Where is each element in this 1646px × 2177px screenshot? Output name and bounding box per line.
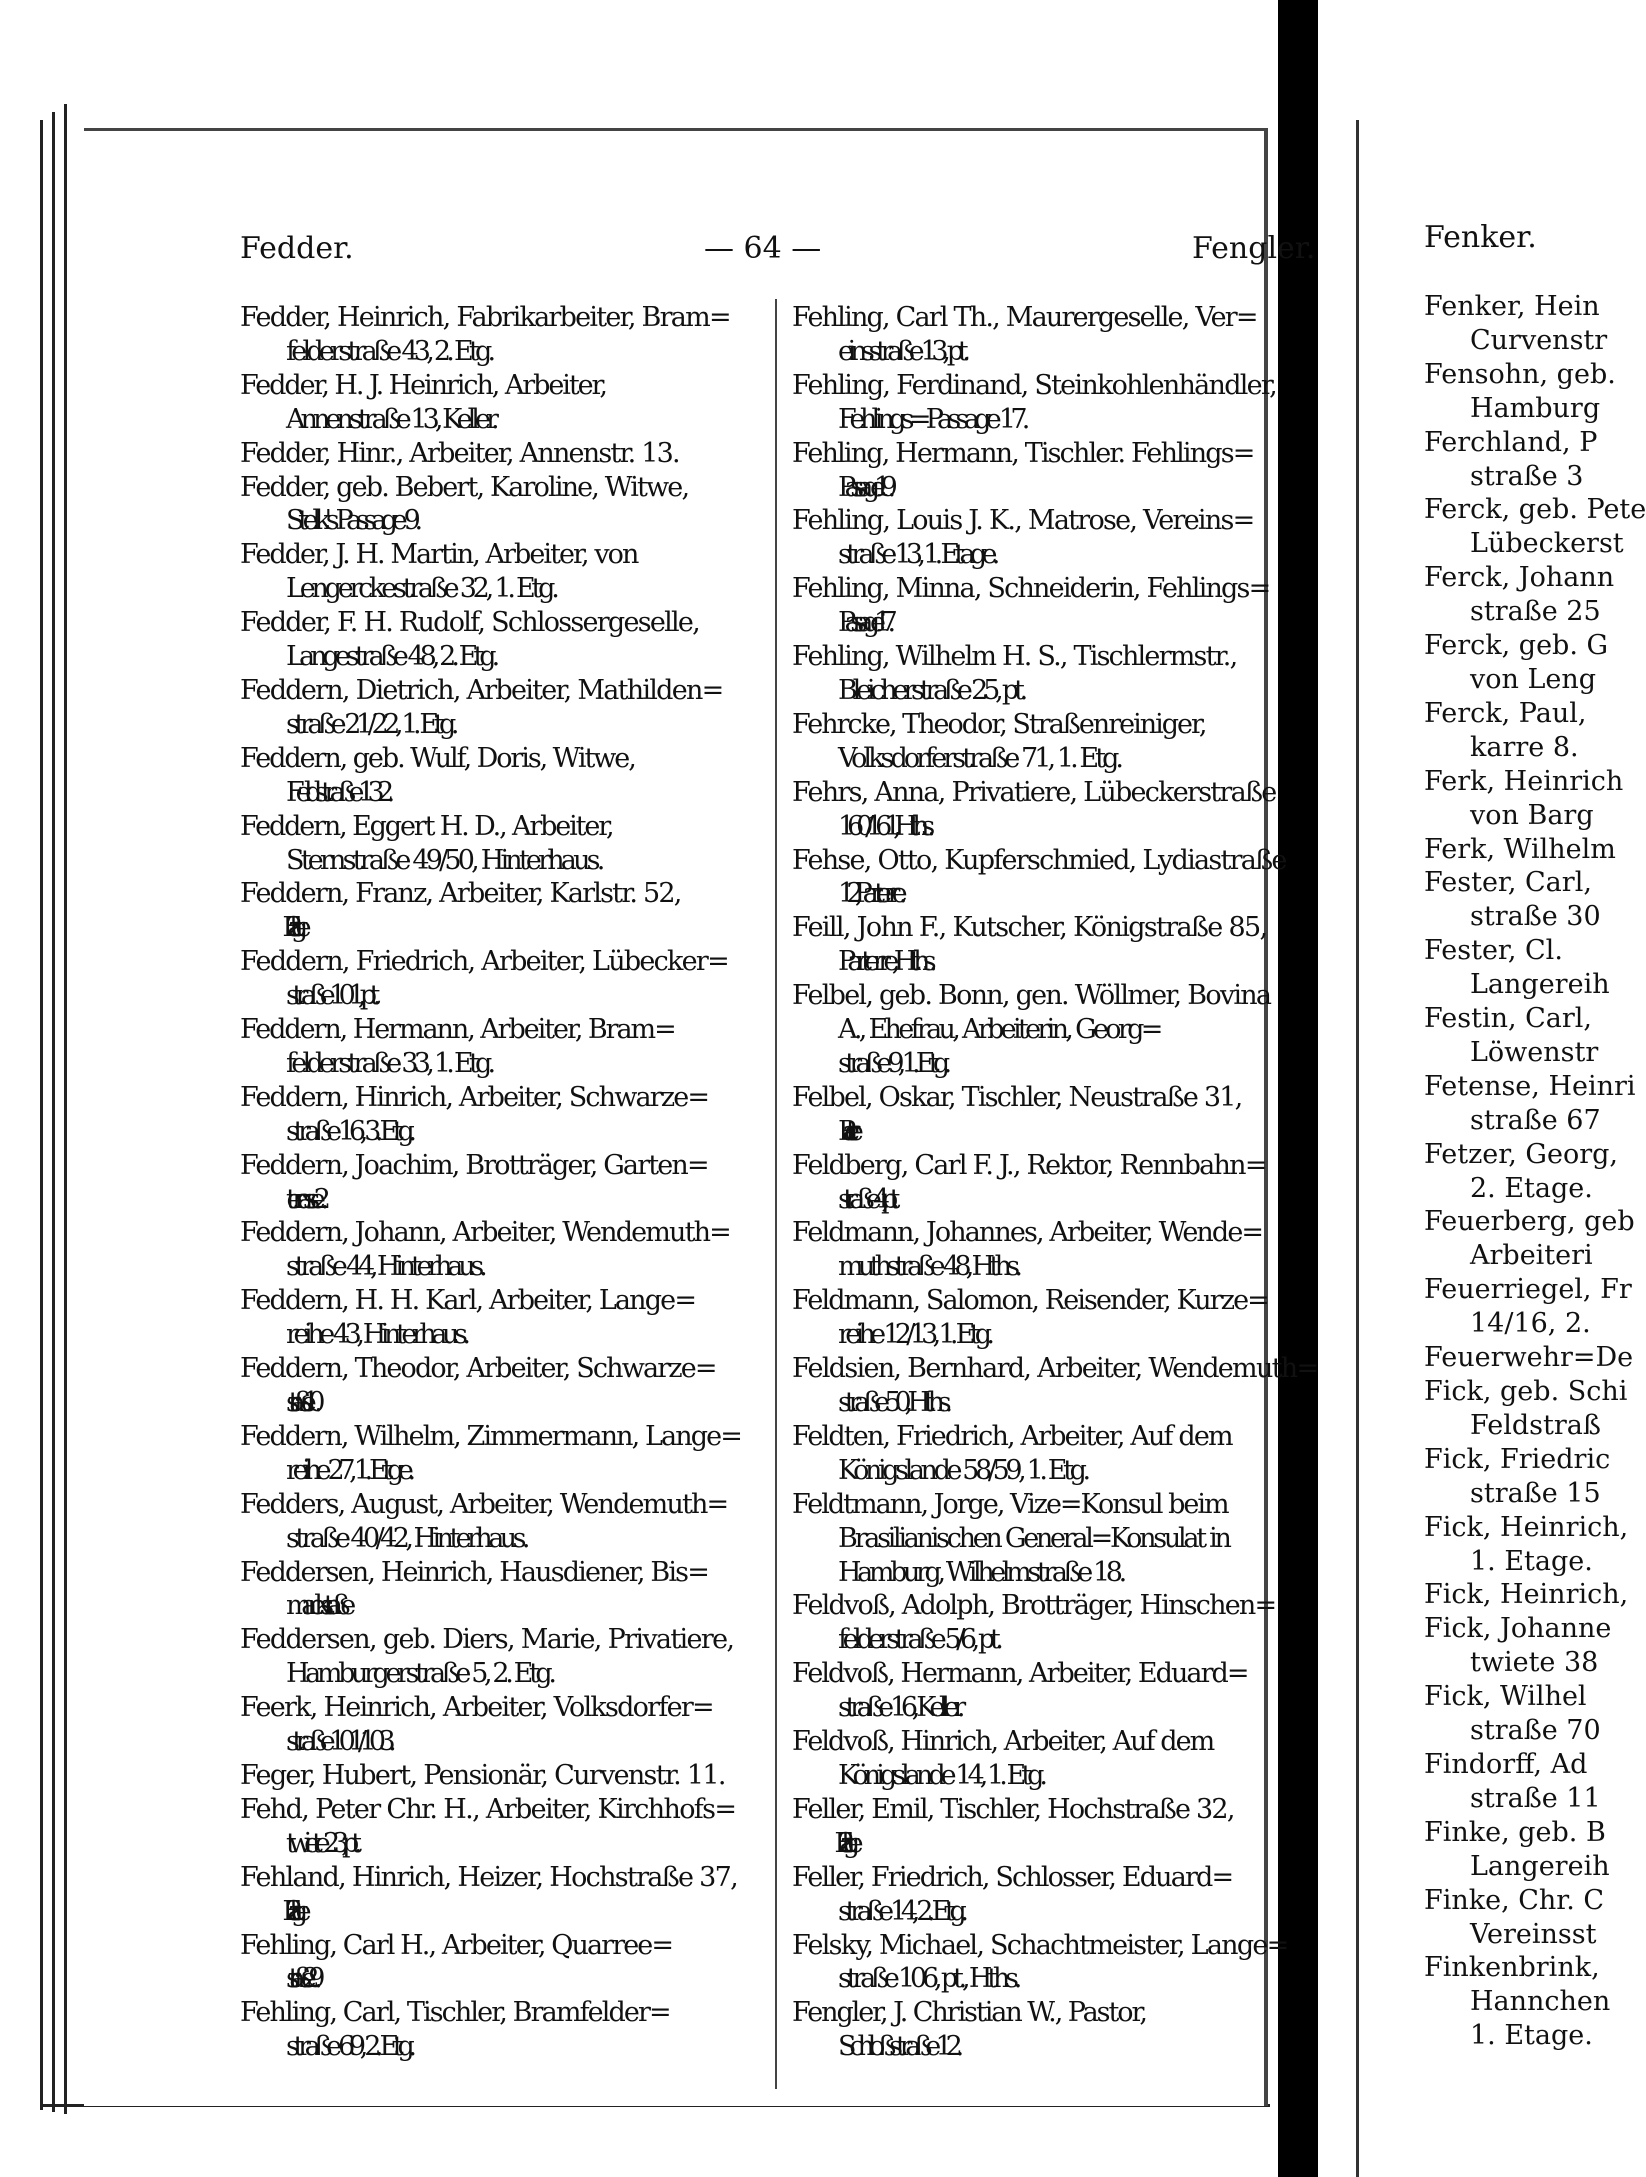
entry-line: straße 25 [1470,596,1601,628]
page-edge-left-1 [40,120,43,2110]
entry-line: Fetense, Heinri [1424,1070,1636,1102]
entry-line: terrasse 2. [286,1183,319,1215]
entry-line: Lübeckerst [1470,528,1624,560]
entry-line: Parterre, Hths. [838,946,930,978]
entry-line: von Leng [1470,663,1597,695]
entry-line: Feuerberg, geb [1424,1206,1635,1238]
entry-line: Sternstraße 49/50, Hinterhaus. [286,844,602,876]
entry-line: straße 15 [1470,1477,1601,1509]
entry-line: Ferck, geb. Pete [1424,494,1646,526]
entry-line: einsstraße 13, pt. [838,335,965,367]
entry-line: Felsky, Michael, Schachtmeister, Lange= [792,1929,1288,1961]
entry-line: Fehrs, Anna, Privatiere, Lübeckerstraße [792,776,1276,808]
entry-line: straße 11 [1470,1782,1601,1814]
entry-line: Passage 19. [838,471,886,503]
entry-line: Bleicherstraße 25, pt. [838,674,1024,706]
entry-line: Feill, John F., Kutscher, Königstraße 85, [792,912,1267,944]
entry-line: straße 30 [1470,901,1601,933]
next-page-column [1424,290,1646,2053]
entry-line: straße 44, Hinterhaus. [286,1251,483,1283]
entry-line: Feddern, Joachim, Brotträger, Garten= [240,1149,708,1181]
entry-line: Curvenstr [1470,324,1608,356]
entry-line: straße 69, 2. Etg. [286,2031,411,2063]
entry-line: 2. Etage. [1470,1172,1593,1204]
entry-line: Königslande 58/59, 1. Etg. [838,1454,1087,1486]
entry-line: Feddern, H. H. Karl, Arbeiter, Lange= [240,1285,696,1317]
entry-line: Hannchen [1470,1986,1611,2018]
entry-line: Feddersen, geb. Diers, Marie, Privatiere, [240,1624,734,1656]
entry-line: Feddern, Hermann, Arbeiter, Bram= [240,1014,675,1046]
entry-line: Feddern, Theodor, Arbeiter, Schwarze= [240,1353,716,1385]
entry-line: straße 13, 1. Etage. [838,539,995,571]
entry-line: Stelk's Passage 9. [286,505,417,537]
entry-line: Annenstraße 13, Keller. [286,403,495,435]
entry-line: Fick, Friedric [1424,1443,1611,1475]
entry-line: Fehling, Carl Th., Maurergeselle, Ver= [792,302,1257,333]
entry-line: Fehse, Otto, Kupferschmied, Lydiastraße [792,844,1286,876]
entry-line: von Barg [1470,799,1594,831]
entry-line: Arbeiteri [1470,1240,1593,1272]
entry-line: Langereih [1470,1850,1610,1882]
entry-line: straße 40/42, Hinterhaus. [286,1522,526,1554]
entry-line: twiete 38 [1470,1647,1599,1679]
entry-line: Feller, Emil, Tischler, Hochstraße 32, [792,1793,1234,1825]
entry-line: 2. Etage. [286,1895,295,1927]
entry-line: straße 70 [1470,1715,1601,1747]
page-header [84,131,1316,271]
entry-line: straße 10. [286,1387,312,1418]
entry-line: Fensohn, geb. [1424,358,1616,390]
entry-line: felderstraße 5/6, pt. [838,1624,999,1656]
entry-line: Ferck, Johann [1424,562,1615,594]
entry-line: straße 50, Hths. [838,1387,946,1418]
entry-line: Feddern, Dietrich, Arbeiter, Mathilden= [240,674,723,706]
entry-line: reihe 12/13, 1. Etg. [838,1319,990,1351]
page-number: — 64 — [704,231,822,266]
entry-line: Fehling, Louis J. K., Matrose, Vereins= [792,505,1254,537]
entry-line: Feldvoß, Adolph, Brotträger, Hinschen= [792,1590,1276,1622]
entry-line: Vereinsst [1470,1918,1597,1950]
entry-line: Fehd, Peter Chr. H., Arbeiter, Kirchhofs= [240,1793,736,1825]
header-left-keyword: Fedder. [240,231,354,266]
entry-line: Feddersen, Heinrich, Hausdiener, Bis= [240,1556,708,1588]
entry-line: Hamburg [1470,392,1601,424]
entry-line: 12, Parterre. [838,878,899,910]
entry-line: Fedder, Heinrich, Fabrikarbeiter, Bram= [240,302,730,333]
entry-line: Feddern, Eggert H. D., Arbeiter, [240,810,613,842]
entry-line: Fick, geb. Schi [1424,1376,1628,1407]
entry-line: Ferck, geb. G [1424,630,1609,662]
entry-line: Fehling, Carl H., Arbeiter, Quarree= [240,1929,673,1961]
entry-line: Felbel, Oskar, Tischler, Neustraße 31, [792,1081,1242,1113]
entry-line: Feldsien, Bernhard, Arbeiter, Wendemuth= [792,1353,1318,1385]
entry-line: Fengler, J. Christian W., Pastor, [792,1997,1146,2029]
entry-line: marckstraße [286,1590,346,1622]
entry-line: A., Ehefrau, Arbeiterin, Georg= [838,1014,1160,1046]
entry-line: karre 8. [1470,731,1579,763]
entry-line: muthstraße 48, Hths. [838,1251,1018,1283]
entry-line: straße 101/103. [286,1726,390,1758]
entry-line: reihe 43, Hinterhaus. [286,1319,466,1351]
entry-line: straße 4, pt. [838,1183,892,1215]
entry-line: Fick, Johanne [1424,1613,1612,1645]
entry-line: Feldvoß, Hermann, Arbeiter, Eduard= [792,1658,1248,1690]
entry-line: straße 21/22, 1. Etg. [286,708,455,740]
entry-line: felderstraße 43, 2. Etg. [286,335,492,367]
entry-line: Fedder, F. H. Rudolf, Schlossergeselle, [240,607,699,639]
entry-line: Feddern, Wilhelm, Zimmermann, Lange= [240,1420,741,1452]
entry-line: Fehling, Minna, Schneiderin, Fehlings= [792,573,1270,605]
entry-line: Feuerriegel, Fr [1424,1274,1632,1306]
entry-line: Feller, Friedrich, Schlosser, Eduard= [792,1861,1233,1893]
entry-line: straße 3 [1470,460,1584,492]
entry-line: 160/161, Hths. [838,810,928,842]
entry-line: straße 106, pt., Hths. [838,1963,1018,1995]
entry-line: straße 67 [1470,1104,1601,1136]
entry-line: straße 101, pt. [286,980,374,1012]
entry-line: Fehling, Carl, Tischler, Bramfelder= [240,1997,670,2029]
left-column [240,301,840,2064]
entry-line: Finke, geb. B [1424,1816,1606,1848]
entry-line: Fester, Cl. [1424,935,1563,967]
entry-line: Volksdorferstraße 71, 1. Etg. [838,742,1121,774]
entry-line: 14/16, 2. [1470,1308,1591,1340]
entry-line: Fedder, H. J. Heinrich, Arbeiter, [240,369,606,401]
entry-line: Feddern, Friedrich, Arbeiter, Lübecker= [240,946,728,978]
book-page [84,128,1318,2106]
entry-line: Feger, Hubert, Pensionär, Curvenstr. 11. [240,1759,725,1791]
entry-line: Schloßstraße 12. [838,2031,958,2063]
entry-line: Ferchland, P [1424,426,1598,458]
entry-line: Hamburg, Wilhelmstraße 18. [838,1556,1123,1588]
entry-line: Langereih [1470,969,1610,1001]
entry-line: Feldberg, Carl F. J., Rektor, Rennbahn= [792,1149,1266,1181]
entry-line: Fehland, Hinrich, Heizer, Hochstraße 37, [240,1861,738,1893]
entry-line: Fick, Heinrich, [1424,1511,1629,1543]
entry-line: Fehling, Wilhelm H. S., Tischlermstr., [792,641,1237,673]
page-edge-left-2 [52,112,55,2112]
entry-line: Fedder, geb. Bebert, Karoline, Witwe, [240,471,689,503]
entry-line: straße 16, Keller. [838,1692,960,1724]
entry-line: Feldten, Friedrich, Arbeiter, Auf dem [792,1420,1232,1452]
entry-line: Feddern, Hinrich, Arbeiter, Schwarze= [240,1081,709,1113]
entry-line: Fenker, Hein [1424,291,1600,322]
next-page-edge [1356,120,1646,2177]
entry-line: reihe 27, 1. Etge. [286,1454,410,1486]
entry-line: Findorff, Ad [1424,1748,1588,1780]
entry-line: Feldtmann, Jorge, Vize=Konsul beim [792,1488,1228,1520]
entry-line: Brasilianischen General=Konsulat in [838,1522,1229,1554]
entry-line: Feldmann, Salomon, Reisender, Kurze= [792,1285,1268,1317]
entry-line: Fedder, Hinr., Arbeiter, Annenstr. 13. [240,437,679,469]
entry-line: Fehrcke, Theodor, Straßenreiniger, [792,708,1206,740]
entry-line: Feldstraß [1470,1409,1601,1441]
entry-line: Festin, Carl, [1424,1003,1593,1035]
entry-line: Fehling, Hermann, Tischler. Fehlings= [792,437,1254,469]
entry-line: Feldmann, Johannes, Arbeiter, Wende= [792,1217,1263,1249]
right-column [792,301,1392,2064]
entry-line: straße 29. [286,1963,312,1995]
entry-line: Lengerckestraße 32, 1. Etg. [286,573,556,605]
entry-line: Fehlings=Passage 17. [838,403,1025,435]
entry-line: 2. Etage. [286,912,295,944]
entry-line: Hamburgerstraße 5, 2. Etg. [286,1658,553,1690]
entry-line: Ferk, Heinrich [1424,765,1624,797]
entry-line: Feuerwehr=De [1424,1342,1634,1374]
entry-line: straße 14, 2. Etg. [838,1895,963,1927]
entry-line: Löwenstr [1470,1036,1599,1068]
entry-line: Fick, Wilhel [1424,1681,1587,1713]
entry-line: Parterre. [838,1115,848,1147]
entry-line: Felbel, geb. Bonn, gen. Wöllmer, Bovina [792,980,1271,1012]
entry-line: straße 9, 1. Etg. [838,1047,946,1079]
entry-line: Passage 17. [838,607,886,639]
entry-line: Königslande 14, 1. Etg. [838,1759,1044,1791]
column-divider [775,299,777,2089]
entry-line: Feerk, Heinrich, Arbeiter, Volksdorfer= [240,1692,713,1724]
entry-line: 2. Etage. [838,1827,847,1859]
page-edge-left-3 [64,104,67,2114]
entry-line: twiete 23, pt. [286,1827,355,1859]
entry-line: Finke, Chr. C [1424,1884,1605,1916]
entry-line: 1. Etage. [1470,1545,1593,1577]
entry-line: Feldvoß, Hinrich, Arbeiter, Auf dem [792,1726,1214,1758]
entry-line: Fedders, August, Arbeiter, Wendemuth= [240,1488,728,1520]
entry-line: Ferck, Paul, [1424,697,1587,729]
entry-line: Fehling, Ferdinand, Steinkohlenhändler, [792,369,1276,401]
entry-line: Fick, Heinrich, [1424,1579,1629,1611]
next-page-header: Fenker. [1424,220,1537,255]
entry-line: Fedder, J. H. Martin, Arbeiter, von [240,539,638,571]
entry-line: felderstraße 33, 1. Etg. [286,1047,492,1079]
entry-line: Feldstraße 132. [286,776,388,808]
entry-line: Finkenbrink, [1424,1952,1600,1984]
entry-line: Langestraße 48, 2. Etg. [286,641,496,673]
entry-line: Fetzer, Georg, [1424,1138,1618,1170]
entry-line: 1. Etage. [1470,2020,1593,2052]
entry-line: straße 16, 3. Etg. [286,1115,411,1147]
entry-line: Fester, Carl, [1424,867,1592,899]
entry-line: Feddern, Johann, Arbeiter, Wendemuth= [240,1217,730,1249]
entry-line: Feddern, geb. Wulf, Doris, Witwe, [240,742,635,774]
entry-line: Ferk, Wilhelm [1424,833,1616,865]
entry-line: Feddern, Franz, Arbeiter, Karlstr. 52, [240,878,681,910]
header-right-keyword: Fengler. [1192,231,1316,266]
